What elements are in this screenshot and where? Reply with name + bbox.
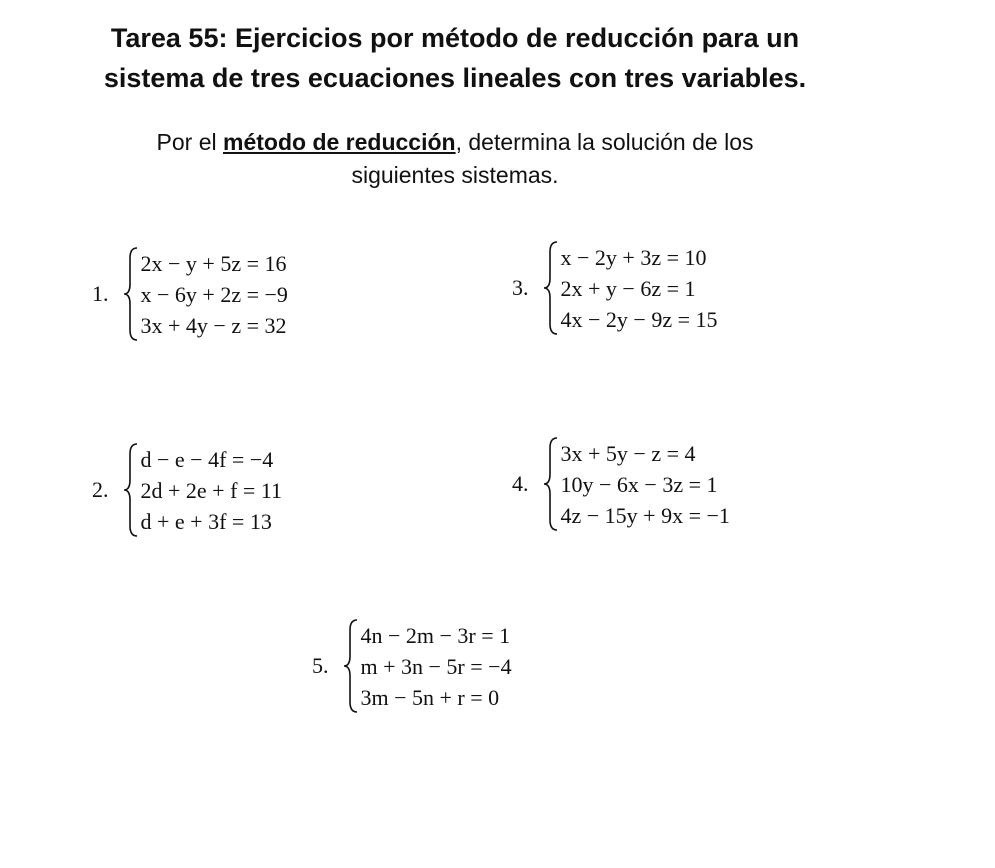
left-brace-icon (343, 618, 359, 714)
title-line-1: Tarea 55: Ejercicios por método de reducción para un (110, 23, 800, 53)
equations (141, 248, 288, 341)
equation: x − 6y + 2z = −9 (140, 281, 288, 307)
equation-system-2 (92, 442, 282, 538)
system-number: 4. (512, 471, 529, 496)
equations (361, 620, 512, 713)
equation: 3x + 5y − z = 4 (560, 440, 696, 466)
equation: 2x − y + 5z = 16 (140, 250, 287, 276)
instructions-suffix: , determina la solución de los (455, 129, 754, 155)
equation: 2x + y − 6z = 1 (560, 275, 696, 301)
equation-system-5 (312, 618, 512, 714)
page-title (0, 18, 910, 98)
instructions (0, 126, 910, 192)
equation: 3x + 4y − z = 32 (140, 312, 287, 338)
equations (561, 438, 730, 531)
equation-system-4 (512, 436, 730, 532)
equation: d − e − 4f = −4 (140, 446, 274, 472)
equation: 4x − 2y − 9z = 15 (560, 306, 718, 332)
system-number: 2. (92, 477, 109, 502)
equation: 2d + 2e + f = 11 (140, 477, 282, 503)
equation: 10y − 6x − 3z = 1 (560, 471, 718, 497)
equations (561, 242, 718, 335)
equation: d + e + 3f = 13 (140, 508, 272, 534)
method-name: método de reducción (223, 129, 456, 155)
equation-system-3 (512, 240, 718, 336)
equation-system-1 (92, 246, 288, 342)
system-number: 1. (92, 281, 109, 306)
title-line-2: sistema de tres ecuaciones lineales con tres variables. (103, 63, 807, 93)
equation: x − 2y + 3z = 10 (560, 244, 707, 270)
system-number: 5. (312, 653, 329, 678)
left-brace-icon (543, 240, 559, 336)
system-number: 3. (512, 275, 529, 300)
left-brace-icon (543, 436, 559, 532)
left-brace-icon (123, 246, 139, 342)
equation: 3m − 5n + r = 0 (360, 684, 500, 710)
equation: m + 3n − 5r = −4 (360, 653, 512, 679)
instructions-prefix: Por el (156, 129, 223, 155)
instructions-line-1 (0, 126, 910, 159)
equation: 4n − 2m − 3r = 1 (360, 622, 511, 648)
instructions-line-2: siguientes sistemas. (351, 162, 559, 188)
equations (141, 444, 283, 537)
equation: 4z − 15y + 9x = −1 (560, 502, 730, 528)
left-brace-icon (123, 442, 139, 538)
